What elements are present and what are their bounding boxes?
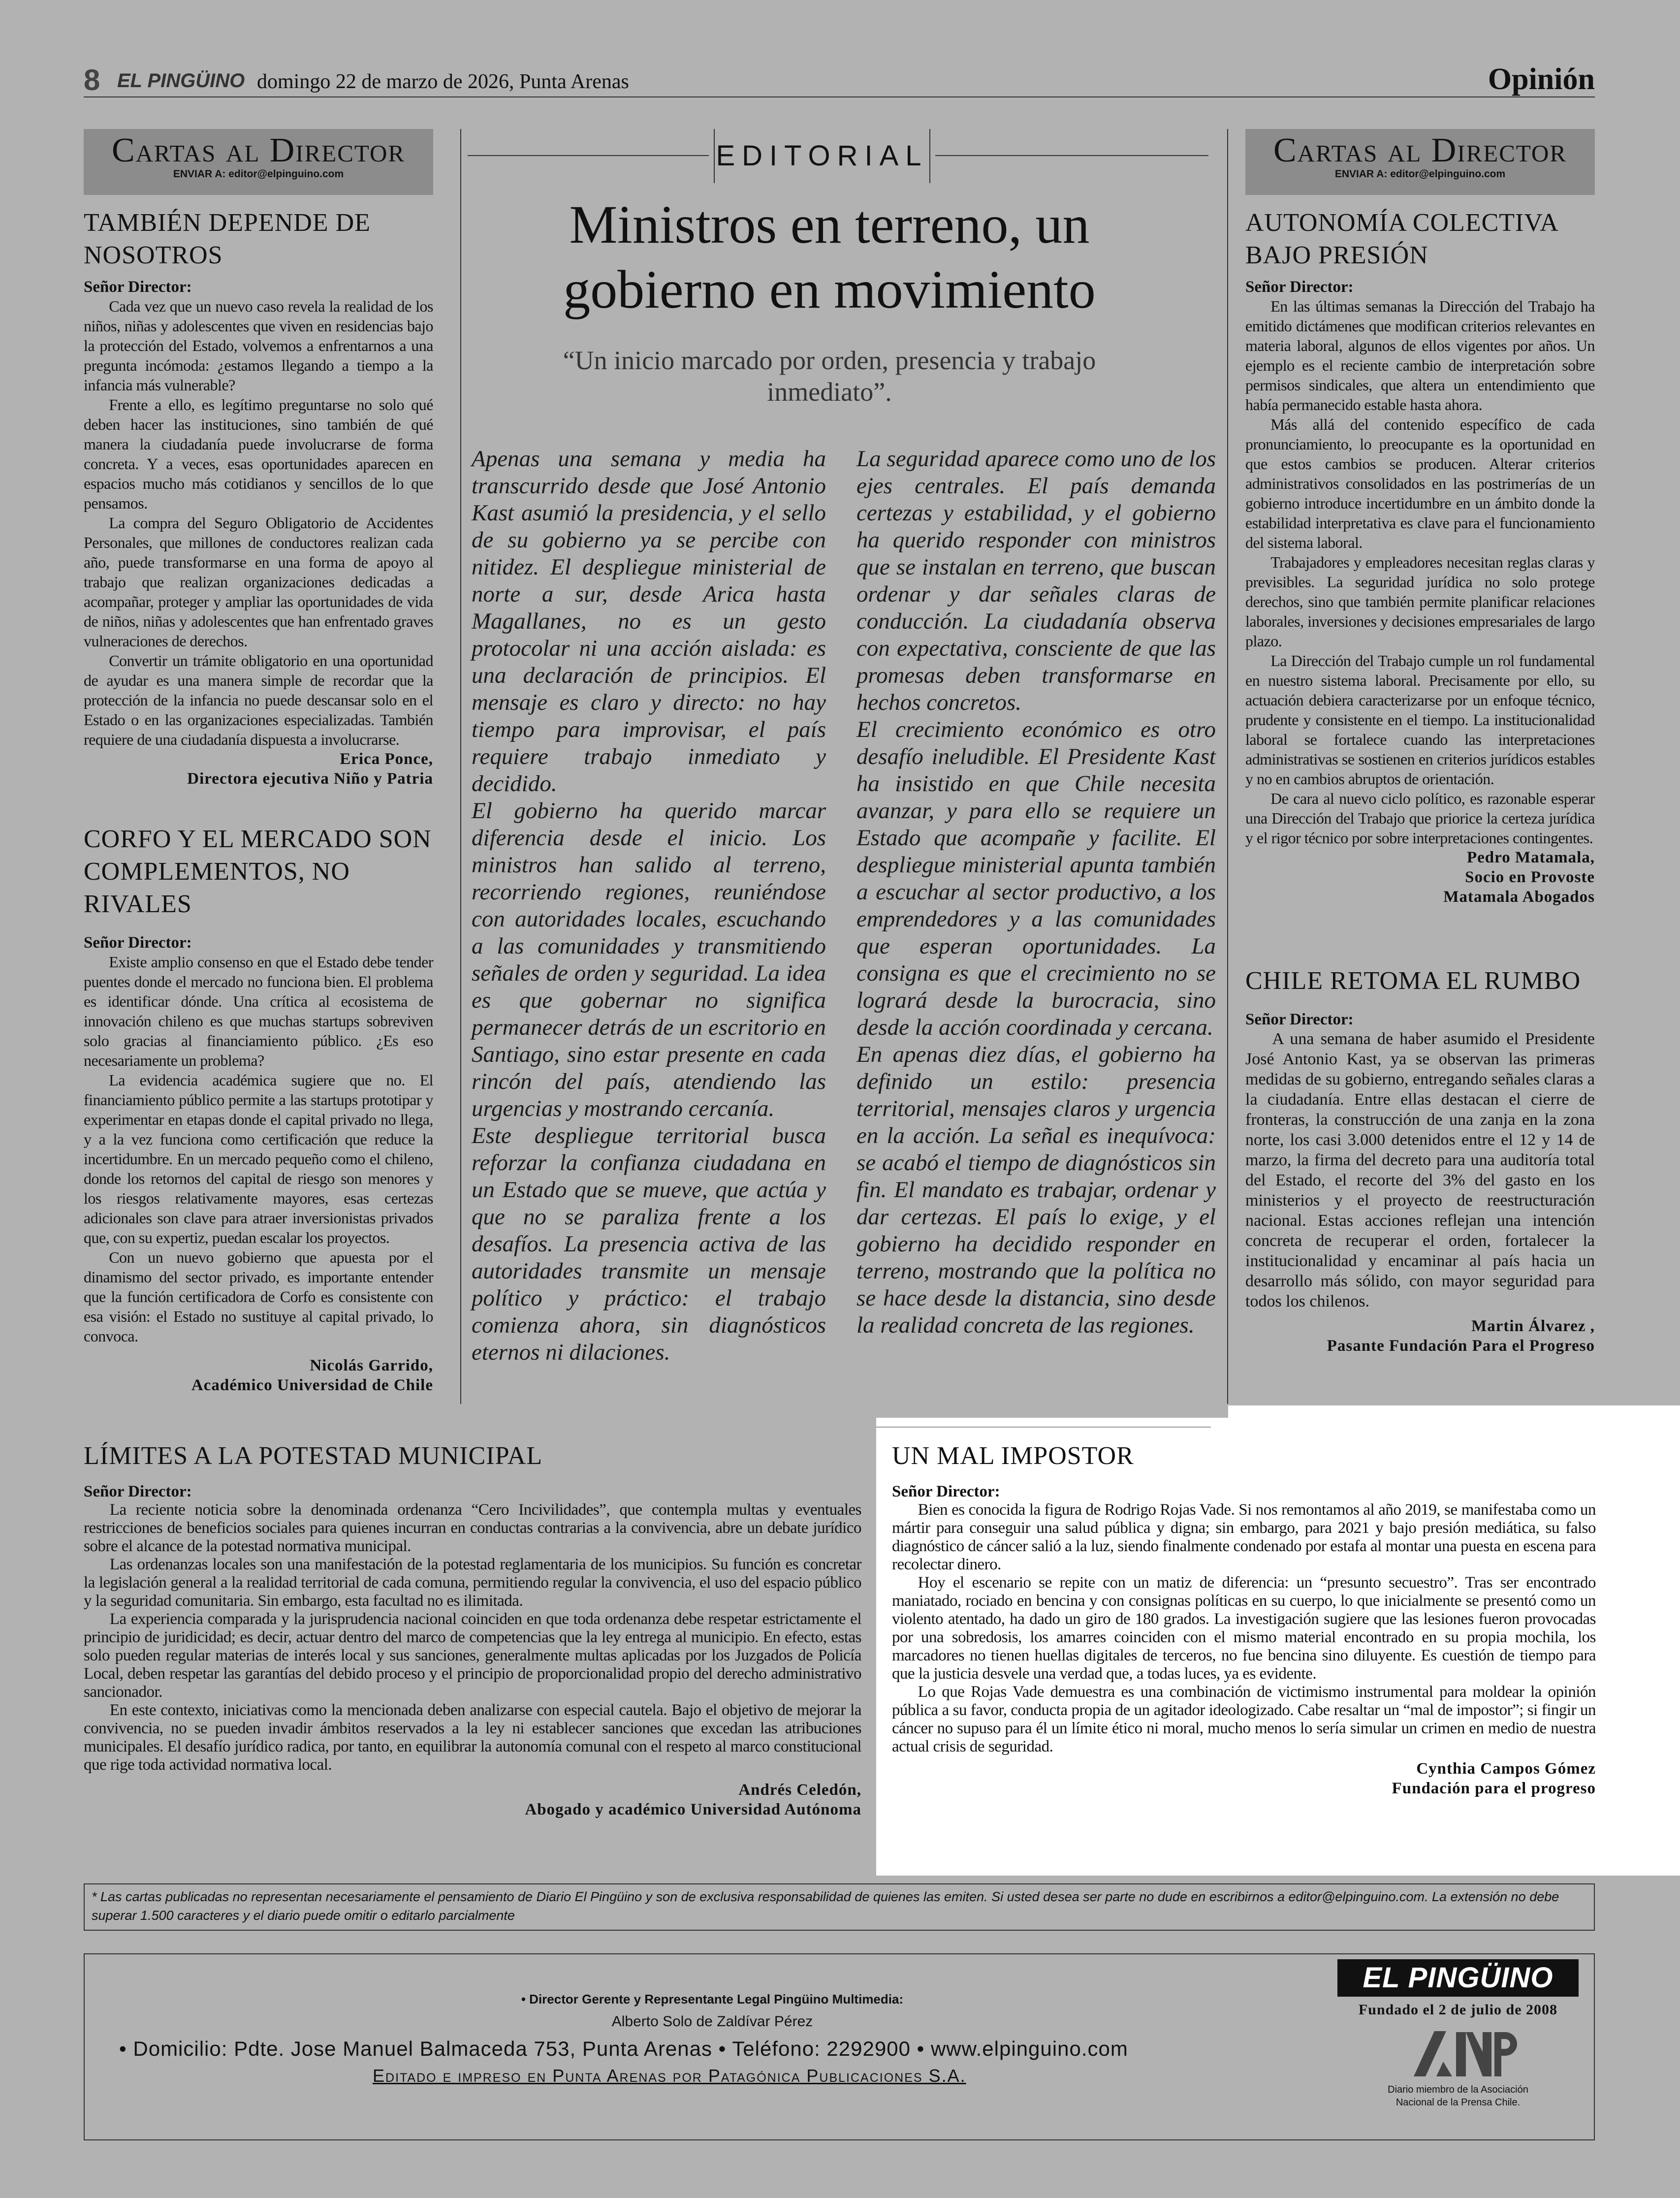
paragraph: Existe amplio consenso en que el Estado debe tender puentes donde el mercado no funciona bien. El problema es identificar dónde. Una crítica al ecosistema de innovación chileno es que muchas startups sobreviven solo gracias al financiamiento público. ¿Es eso necesariamente un problema?	[84, 953, 433, 1069]
cartas-title: Cartas al Director	[1273, 131, 1567, 169]
footer-director-label: • Director Gerente y Representante Legal Pingüino Multimedia:	[521, 1992, 904, 2007]
salutation: Señor Director:	[1245, 278, 1354, 296]
salutation: Señor Director:	[84, 934, 192, 952]
cartas-email: ENVIAR A: editor@elpinguino.com	[1334, 168, 1506, 180]
anp-logo-text	[1409, 2027, 1517, 2081]
signature-role-2: Matamala Abogados	[1443, 888, 1595, 906]
cartas-title: Cartas al Director	[111, 131, 406, 169]
letter-title: AUTONOMÍA COLECTIVA BAJO PRESIÓN	[1245, 209, 1557, 269]
paragraph: Cada vez que un nuevo caso revela la realidad de los niños, niñas y adolescentes que viven en residencias bajo la protección del Estado, volvemos a enfrentarnos a una pregunta incómoda: ¿estamos llegando a tiempo a la infancia más vulnerable?	[84, 297, 433, 394]
signature-name: Nicolás Garrido,	[310, 1357, 433, 1374]
footer-logo: EL PINGÜINO	[1363, 1962, 1553, 1994]
signature-name: Pedro Matamala,	[1466, 849, 1595, 866]
paragraph: Las ordenanzas locales son una manifestación de la potestad reglamentaria de los municipios. Su función es concretar la legislación general a la realidad territorial de cada comuna, permitiendo regular la convivencia, el uso del espacio público y la seguridad comunitaria. Sin embargo, esta facultad no es ilimitada.	[84, 1556, 861, 1610]
editorial-column-2	[856, 446, 1216, 1339]
section-title: Opinión	[1488, 63, 1595, 96]
signature-role: Socio en Provoste	[1465, 868, 1595, 886]
paragraph: Hoy el escenario se repite con un matiz de diferencia: un “presunto secuestro”. Tras ser encontrado maniatado, rociado en bencina y con consignas políticas en su cuerpo, lo que inicialmente se presentó como un violento atentado, ha dado un giro de 180 grados. La investigación sugiere que las lesiones fueron provocadas por una sobredosis, los amarres coinciden con el mismo material encontrado en su propia mochila, los marcadores no tienen huellas digitales de terceros, no fue bencina sino diluyente. Es cuestión de tiempo para que la justicia desvele una verdad que, a todas luces, ya es evidente.	[892, 1574, 1596, 1683]
editorial-paragraph: En apenas diez días, el gobierno ha definido un estilo: presencia territorial, mensajes claros y urgencia en la acción. La señal es inequívoca: se acabó el tiempo de diagnósticos sin fin. El mandato es trabajar, ordenar y dar certezas. El país lo exige, y el gobierno ha decidido responder en terreno, mostrando que la política no se hace desde la distancia, sino desde la realidad concreta de las regiones.	[856, 1042, 1216, 1338]
paragraph: Con un nuevo gobierno que apuesta por el dinamismo del sector privado, es importante entender que la función certificadora de Corfo es consistente con esa visión: el Estado no sustituye al capital privado, lo convoca.	[84, 1248, 433, 1345]
anp-text-1: Diario miembro de la Asociación	[1388, 2084, 1528, 2095]
header-rule	[84, 96, 1595, 97]
bottom-right-letter	[892, 1440, 1596, 1798]
signature-role: Abogado y académico Universidad Autónoma	[525, 1801, 861, 1818]
letter-title: TAMBIÉN DEPENDE DE NOSOTROS	[84, 209, 371, 269]
editorial-paragraph: El gobierno ha querido marcar diferencia desde el inicio. Los ministros han salido al terreno, recorriendo regiones, reuniéndose con autoridades locales, escuchando a las comunidades y transmitiendo señales de orden y seguridad. La idea es que gobernar no significa permanecer detrás de un escritorio en Santiago, sino estar presente en cada rincón del país, atendiendo las urgencias y mostrando cercanía.	[472, 798, 826, 1121]
paragraph: La compra del Seguro Obligatorio de Accidentes Personales, que millones de conductores realizan cada año, puede transformarse en una forma de apoyo al trabajo que realizan organizaciones dedicadas a acompañar, proteger y ampliar las oportunidades de vida de niños, niñas y adolescentes que han enfrentado graves vulneraciones de derechos.	[84, 514, 433, 650]
paragraph: En las últimas semanas la Dirección del Trabajo ha emitido dictámenes que modifican criterios relevantes en materia laboral, algunos de ellos vigentes por años. Un ejemplo es el reciente cambio de interpretación sobre permisos sindicales, que altera un entendimiento que había permanecido estable hasta ahora.	[1245, 297, 1595, 414]
anp-text-2: Nacional de la Prensa Chile.	[1395, 2097, 1521, 2108]
footer-contact: • Domicilio: Pdte. Jose Manuel Balmaceda 753, Punta Arenas • Teléfono: 2292900 • www.elpinguino.com	[119, 2037, 1128, 2060]
cartas-box-right	[1245, 129, 1595, 195]
header-date: domingo 22 de marzo de 2026, Punta Arenas	[257, 70, 629, 93]
letter-title: CHILE RETOMA EL RUMBO	[1245, 967, 1581, 995]
left-letter-2	[84, 823, 433, 1395]
paragraph: Trabajadores y empleadores necesitan reglas claras y previsibles. La seguridad jurídica no solo protege derechos, sino que también permite planificar relaciones laborales, inversiones y decisiones empresariales de largo plazo.	[1245, 553, 1595, 650]
salutation: Señor Director:	[1245, 1011, 1354, 1028]
footer-logo-box	[1337, 1959, 1579, 1997]
signature-name: Erica Ponce,	[340, 750, 433, 768]
left-letter-1	[84, 207, 433, 789]
editorial-paragraph: La seguridad aparece como uno de los ejes centrales. El país demanda certezas y estabilidad, y el gobierno ha querido responder con ministros que se instalan en terreno, que buscan ordenar y dar señales claras de conducción. La ciudadanía observa con expectativa, consciente de que las promesas deben transformarse en hechos concretos.	[856, 446, 1216, 715]
editorial-subhead: “Un inicio marcado por orden, presencia y trabajo inmediato”.	[563, 346, 1096, 407]
header-logo: EL PINGÜINO	[117, 70, 245, 92]
column-rule-left	[460, 129, 461, 1404]
editorial-paragraph: Apenas una semana y media ha transcurrido desde que José Antonio Kast asumió la presidencia, y el sello de su gobierno ya se percibe con nitidez. El despliegue ministerial de norte a sur, desde Arica hasta Magallanes, no es un gesto protocolar ni una acción aislada: es una declaración de principios. El mensaje es claro y directo: no hay tiempo para improvisar, el país requiere trabajo inmediato y decidido.	[472, 446, 826, 796]
editorial-headline: Ministros en terreno, un gobierno en movimiento	[563, 194, 1096, 319]
signature-role: Fundación para el progreso	[1392, 1780, 1596, 1797]
signature-role: Pasante Fundación Para el Progreso	[1327, 1337, 1595, 1355]
paragraph: A una semana de haber asumido el Presidente José Antonio Kast, ya se observan las primeras medidas de su gobierno, entregando señales claras a la ciudadanía. Entre ellas destacan el cierre de fronteras, la construcción de una zanja en la zona norte, los casi 3.000 detenidos entre el 12 y 14 de marzo, la firma del decreto para una auditoría total del Estado, el recorte del 3% del gasto en los ministerios y el proyecto de reestructuración nacional. Estas acciones reflejan una intención concreta de recuperar el orden, fortalecer la institucionalidad y encaminar al país hacia un desarrollo más sólido, con mayor seguridad para todos los chilenos.	[1245, 1030, 1595, 1310]
bottom-section-rule	[876, 1427, 1211, 1428]
paragraph: La experiencia comparada y la jurisprudencia nacional coinciden en que toda ordenanza debe respetar estrictamente el principio de juridicidad; es decir, actuar dentro del marco de competencias que la ley entrega al municipio. En efecto, estas solo pueden regular materias de interés local y sus sanciones, generalmente multas aplicadas por los Juzgados de Policía Local, deben respetar las garantías del debido proceso y el principio de proporcionalidad propio del derecho administrativo sancionador.	[84, 1610, 861, 1701]
right-letter-1	[1245, 207, 1595, 907]
paragraph: La Dirección del Trabajo cumple un rol fundamental en nuestro sistema laboral. Precisamente por ello, su actuación debiera caracterizarse por un enfoque técnico, prudente y consistente en el tiempo. La institucionalidad laboral se fortalece cuando las interpretaciones administrativas se sostienen en criterios jurídicos estables y no en cambios abruptos de orientación.	[1245, 652, 1595, 788]
letter-title: UN MAL IMPOSTOR	[892, 1442, 1134, 1470]
editorial-paragraph: Este despliegue territorial busca reforzar la confianza ciudadana en un Estado que se mueve, que actúa y que no se paraliza frente a los desafíos. La presencia activa de las autoridades transmite un mensaje político y práctico: el trabajo comienza ahora, sin diagnósticos eternos ni dilaciones.	[472, 1123, 826, 1365]
letter-title: LÍMITES A LA POTESTAD MUNICIPAL	[84, 1442, 543, 1470]
paragraph: Más allá del contenido específico de cada pronunciamiento, lo preocupante es la oportunidad en que estos cambios se producen. Alterar criterios administrativos consolidados en las postrimerías de un gobierno introduce incertidumbre en un ámbito donde la estabilidad interpretativa es clave para el funcionamiento del sistema laboral.	[1245, 415, 1595, 551]
disclaimer-text: * Las cartas publicadas no representan necesariamente el pensamiento de Diario El Pingüino y son de exclusiva responsabilidad de quienes las emiten. Si usted desea ser parte no dude en escribirnos a editor@elpinguino.com. La extensión no debe superar 1.500 caracteres y el diario puede omitir o editarlo parcialmente	[92, 1889, 1559, 1923]
signature-name: Martin Álvarez ,	[1471, 1317, 1595, 1335]
footer-director-name: Alberto Solo de Zaldívar Pérez	[611, 2013, 813, 2030]
paragraph: La reciente noticia sobre la denominada ordenanza “Cero Incivilidades”, que contempla multas y eventuales restricciones de beneficios sociales para quienes incurran en conductas contrarias a la convivencia, abre un debate jurídico sobre el alcance de la potestad normativa municipal.	[84, 1501, 861, 1555]
column-rule-right	[1227, 129, 1228, 1404]
highlight-panel-top	[1228, 1405, 1680, 1420]
page-header	[84, 62, 1595, 97]
paragraph: Frente a ello, es legítimo preguntarse no solo qué deben hacer las instituciones, sino también de qué manera la ciudadanía puede involucrarse de forma concreta. Y a veces, esas oportunidades aparecen en espacios mucho más cotidianos y sencillos de lo que pensamos.	[84, 396, 433, 512]
cartas-email: ENVIAR A: editor@elpinguino.com	[173, 168, 344, 180]
footer-printed: Editado e impreso en Punta Arenas por Patagónica Publicaciones S.A.	[373, 2066, 966, 2086]
editorial-paragraph: El crecimiento económico es otro desafío ineludible. El Presidente Kast ha insistido en que Chile necesita avanzar, y para ello se requiere un Estado que acompañe y facilite. El despliegue ministerial apunta también a escuchar al sector productivo, a los emprendedores y a las comunidades que esperan oportunidades. La consigna es que el crecimiento no se logrará desde la burocracia, sino desde la acción coordinada y cercana.	[856, 717, 1216, 1040]
letter-title: CORFO Y EL MERCADO SON COMPLEMENTOS, NO RIVALES	[84, 825, 432, 918]
cartas-box-left	[84, 129, 433, 195]
right-letter-2	[1245, 965, 1595, 1356]
paragraph: De cara al nuevo ciclo político, es razonable esperar una Dirección del Trabajo que priorice la certeza jurídica y el rigor técnico por sobre interpretaciones contingentes.	[1245, 790, 1595, 847]
editorial-rule-right	[935, 155, 1208, 156]
salutation: Señor Director:	[892, 1483, 1000, 1500]
salutation: Señor Director:	[84, 278, 192, 296]
editorial-label: EDITORIAL	[716, 140, 928, 172]
bottom-left-letter	[84, 1440, 861, 1819]
salutation: Señor Director:	[84, 1483, 192, 1500]
signature-role: Directora ejecutiva Niño y Patria	[187, 770, 433, 788]
editorial-label-box	[714, 129, 930, 183]
paragraph: En este contexto, iniciativas como la mencionada deben analizarse con especial cautela. Bajo el objetivo de mejorar la convivencia, no se pueden invadir ámbitos reservados a la ley ni establecer sanciones que excedan las atribuciones municipales. El desafío jurídico radica, por tanto, en equilibrar la autonomía comunal con el respeto al marco constitucional que rige toda actividad normativa local.	[84, 1701, 861, 1774]
paragraph: Bien es conocida la figura de Rodrigo Rojas Vade. Si nos remontamos al año 2019, se manifestaba como un mártir para conseguir una salud pública y digna; sin embargo, para 2021 y bajo presión mediática, su falso diagnóstico de cáncer salió a la luz, siendo finalmente condenado por estafa al montar una puesta en escena para recolectar dinero.	[892, 1501, 1596, 1573]
editorial-rule-left	[468, 155, 709, 156]
signature-name: Andrés Celedón,	[738, 1781, 861, 1799]
paragraph: Lo que Rojas Vade demuestra es una combinación de victimismo instrumental para moldear la opinión pública a su favor, conducta propia de un agitador ideologizado. Cabe resaltar un “mal de impostor”; si fingir un cáncer no supuso para él un límite ético ni moral, mucho menos lo sería simular un crimen en medio de nuestra actual crisis de seguridad.	[892, 1683, 1596, 1755]
page-number: 8	[84, 64, 100, 96]
disclaimer-box	[84, 1883, 1595, 1931]
paragraph: La evidencia académica sugiere que no. El financiamiento público permite a las startups prototipar y experimentar en etapas donde el capital privado no llega, y a la vez funciona como certificación que reduce la incertidumbre. En un mercado pequeño como el chileno, donde los retornos del capital de riesgo son menores y los riesgos relativamente mayores, esas certezas adicionales son clave para atraer inversionistas privados que, con su expertiz, puedan escalar los proyectos.	[84, 1071, 433, 1246]
signature-name: Cynthia Campos Gómez	[1416, 1760, 1596, 1778]
paragraph: Convertir un trámite obligatorio en una oportunidad de ayudar es una manera simple de recordar que la protección de la infancia no puede descansar solo en el Estado o en las organizaciones especializadas. También requiere de una ciudadanía dispuesta a involucrarse.	[84, 652, 433, 748]
signature-role: Académico Universidad de Chile	[191, 1376, 433, 1394]
editorial-column-1	[472, 446, 826, 1366]
footer-box	[84, 1953, 1595, 2140]
footer-founded: Fundado el 2 de julio de 2008	[1358, 2002, 1558, 2018]
